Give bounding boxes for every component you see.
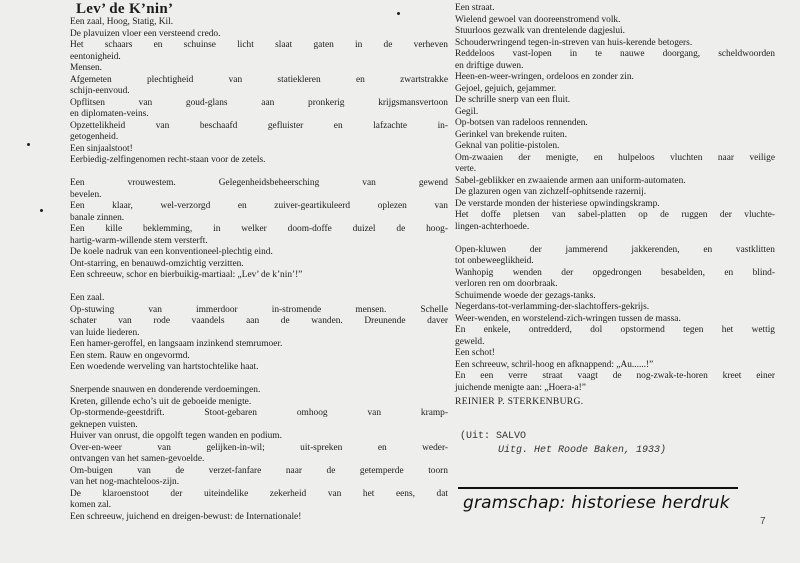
poem-line: Stuurloos gezwalk van drentelende dagjeslui.: [455, 26, 626, 36]
poem-line: lingen-achterhoede.: [455, 221, 530, 232]
poem-line: Geknal van politie-pistolen.: [455, 141, 560, 151]
banner-rule: [458, 487, 738, 489]
poem-line: Kreten, gillende echo’s uit de geboeide menigte.: [70, 396, 252, 407]
source-citation: [460, 430, 666, 458]
poem-line: En enkele, ontredderd, dol opstormend tegen het wettig: [455, 325, 775, 335]
poem-line: Een schot!: [455, 348, 495, 358]
margin-mark: [27, 143, 30, 146]
poem-line: Een straat.: [455, 3, 495, 13]
poem-line: Negerdans-tot-verlamming-der-slachtoffers-gekrijs.: [455, 302, 650, 312]
poem-line: Om-zwaaien der menigte, en hulpeloos vluchten naar veilige: [455, 152, 775, 163]
poem-line: Snerpende snauwen en donderende verdoemingen.: [70, 385, 261, 395]
poem-line: De verstarde monden der histeriese opwindingskramp.: [455, 198, 660, 209]
poem-line: verte.: [455, 164, 477, 174]
poem-line: ontvangen van het samen-gevoelde.: [70, 454, 205, 464]
poem-line: Een schreeuw, juichend en dreigen-bewust: de Internationale!: [70, 511, 302, 522]
poem-line: Op-stormende-geestdrift. Stoot-gebaren omhoog van kramp-: [70, 408, 448, 418]
poem-line: Over-en-weer van gelijken-in-wil; uit-spreken en weder-: [70, 442, 448, 453]
poem-line: Eerbiedig-zelfingenomen recht-staan voor de zetels.: [70, 155, 266, 165]
poem-line: De glazuren ogen van zichzelf-ophitsende razernij.: [455, 187, 647, 197]
poem-line: Een schreeuw, schril-hoog en afknappend: „Au......!”: [455, 359, 654, 370]
page-number: 7: [760, 516, 766, 527]
source-line-2: Uitg. Het Roode Baken, 1933): [498, 445, 667, 456]
poem-line: Het doffe pletsen van sabel-platten op de ruggen der vluchte-: [455, 210, 775, 220]
poem-line: En een verre straat vaagt de nog-zwak-te-horen kreet einer: [455, 371, 775, 381]
poem-line: De klaroenstoot der uiteindelike zekerheid van het eens, dat: [70, 488, 448, 499]
poem-line: Sabel-geblikker en zwaaiende armen aan uniform-automaten.: [455, 175, 686, 186]
stanza-gap: [455, 233, 775, 245]
poem-line: Opzettelikheid van beschaafd gefluister en lafzachte in-: [70, 120, 448, 131]
poem-line: bevelen.: [70, 189, 102, 200]
poem-line: en driftige duwen.: [455, 60, 524, 71]
poem-line: Een sinjaalstoot!: [70, 143, 133, 154]
section-banner: gramschap: historiese herdruk: [463, 493, 730, 513]
poem-line: van luide liederen.: [70, 327, 140, 338]
poem-line: hartig-warm-willende stem versterft.: [70, 235, 208, 246]
poem-line: De koele nadruk van een konventioneel-plechtig eind.: [70, 247, 273, 257]
poem-line: Een vrouwestem. Gelegenheidsbeheersching van gewend: [70, 178, 448, 188]
poem-line: Heen-en-weer-wringen, ordeloos en zonder zin.: [455, 72, 634, 82]
poem-line: Schouderwringend tegen-in-streven van huis-kerende betogers.: [455, 37, 693, 48]
poem-line: geknepen vuisten.: [70, 419, 138, 430]
poem-line: Wanhopig wenden der opgedrongen besabelden, en blind-: [455, 267, 775, 278]
poem-title: Lev’ de K’nin’: [76, 1, 174, 17]
poem-line: Schuimende woede der gezags-tanks.: [455, 290, 596, 301]
source-line-1: (Uit: SALVO: [460, 431, 527, 442]
stanza-gap: [70, 374, 448, 386]
left-column-lines: [70, 17, 448, 523]
poem-line: Een zaal.: [70, 293, 105, 303]
poem-line: De schrille snerp van een fluit.: [455, 95, 571, 105]
poem-line: Een zaal, Hoog, Statig, Kil.: [70, 17, 174, 27]
poem-line: juichende menigte aan: „Hoera-a!”: [455, 382, 586, 393]
poem-line: eentonigheid.: [70, 51, 121, 62]
poem-line: geweld.: [455, 336, 485, 347]
poem-line: Huiver van onrust, die opgolft tegen wanden en podium.: [70, 431, 282, 441]
poem-line: en diplomaten-veins.: [70, 109, 149, 119]
poem-line: getogenheid.: [70, 132, 119, 142]
poem-line: tot onbeweeglikheid.: [455, 256, 534, 266]
poem-line: Gejoel, gejuich, gejammer.: [455, 83, 557, 94]
poem-line: Opflitsen van goud-glans aan pronkerig krijgsmansvertoon: [70, 97, 448, 108]
poem-line: verloren ren om doorbraak.: [455, 279, 558, 289]
margin-mark: [40, 209, 43, 212]
poem-line: Het schaars en schuinse licht slaat gaten in de verheven: [70, 40, 448, 50]
poem-line: Afgemeten plechtigheid van statiekleren en zwartstrakke: [70, 74, 448, 85]
margin-mark: [397, 12, 400, 15]
stanza-gap: [70, 167, 448, 179]
poem-line: banale zinnen.: [70, 212, 125, 223]
poem-line: Op-botsen van radeloos rennenden.: [455, 118, 588, 128]
poem-line: Een hamer-geroffel, en langsaam inzinkend stemrumoer.: [70, 339, 283, 349]
poem-line: Op-stuwing van immerdoor in-stromende mensen. Schelle: [70, 304, 448, 315]
stanza-gap: [70, 282, 448, 294]
poem-line: Een woedende werveling van hartstochtelike haat.: [70, 362, 259, 372]
poem-line: Gegil.: [455, 106, 479, 117]
poem-line: Om-buigen van de verzet-fanfare naar de getemperde toorn: [70, 465, 448, 476]
poem-line: schijn-eenvoud.: [70, 86, 130, 96]
poem-line: Gerinkel van brekende ruiten.: [455, 129, 567, 140]
poem-line: Ont-starring, en benauwd-omzichtig verzitten.: [70, 258, 244, 269]
poem-line: Een klaar, wel-verzorgd en zuiver-geartikuleerd oplezen van: [70, 201, 448, 211]
poem-line: Open-kluwen der jammerend jakkerenden, en vastklitten: [455, 244, 775, 255]
poem-line: Reddeloos vast-lopen in te nauwe doorgang, scheldwoorden: [455, 49, 775, 59]
poem-line: Wielend gewoel van dooreenstromend volk.: [455, 14, 621, 25]
author-signature: REINIER P. STERKENBURG.: [455, 396, 584, 407]
right-column-lines: [455, 3, 775, 394]
poem-line: komen zal.: [70, 500, 112, 510]
poem-line: Een kille beklemming, in welker doom-doffe duizel de hoog-: [70, 224, 448, 234]
poem-line: Een schreeuw, schor en bierbuikig-martiaal: „Lev’ de k’nin’!”: [70, 270, 303, 280]
poem-line: Weer-wenden, en worstelend-zich-wringen tussen de massa.: [455, 313, 681, 324]
poem-line: Mensen.: [70, 63, 103, 73]
poem-line: van het nog-machteloos-zijn.: [70, 477, 180, 487]
poem-line: Een stem. Rauw en ongevormd.: [70, 350, 190, 361]
poem-line: schater van rode vaandels aan de wanden. Dreunende daver: [70, 316, 448, 326]
poem-line: De plavuizen vloer een versteend credo.: [70, 28, 221, 39]
